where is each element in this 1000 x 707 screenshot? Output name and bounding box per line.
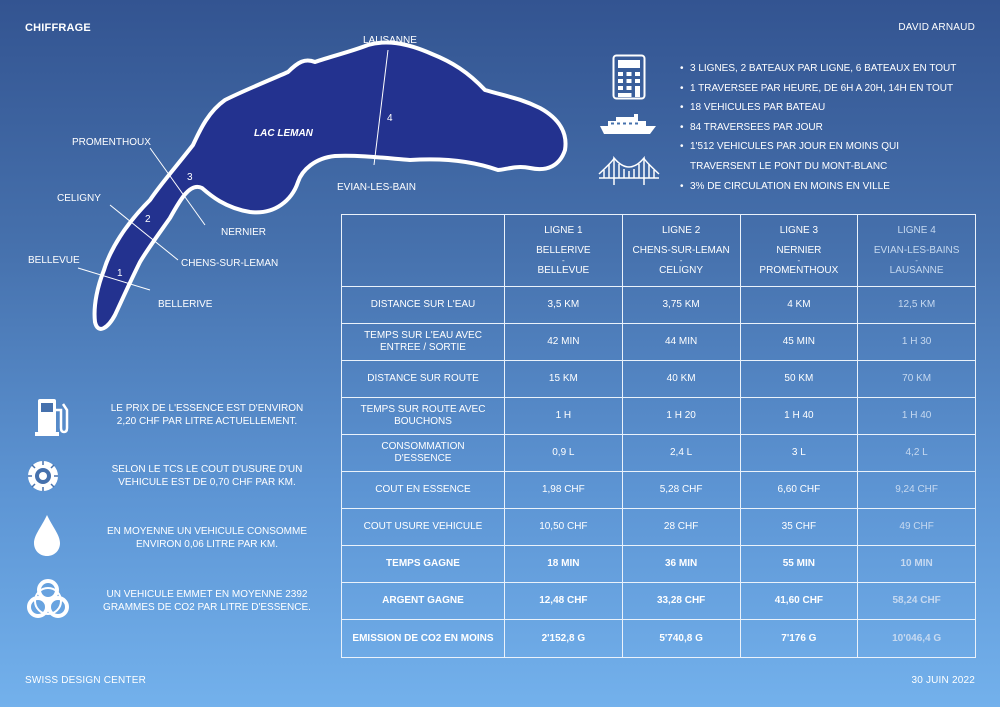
table-corner-cell [342, 215, 505, 287]
author-name: DAVID ARNAUD [898, 22, 975, 33]
column-to: LAUSANNE [889, 264, 944, 276]
side-note-text [92, 525, 322, 551]
table-row [342, 324, 976, 361]
table-cell: 10 MIN [858, 546, 976, 583]
place-chens: CHENS-SUR-LEMAN [181, 258, 279, 269]
column-from: CHENS-SUR-LEMAN [632, 244, 730, 256]
table-cell: 7'176 G [740, 620, 858, 658]
place-celigny: CELIGNY [57, 193, 101, 204]
table-cell: 1 H 20 [622, 398, 740, 435]
table-cell: 6,60 CHF [740, 472, 858, 509]
column-sep: - [679, 255, 683, 265]
table-cell: 5'740,8 G [622, 620, 740, 658]
row-label-line: TEMPS SUR L'EAU AVEC [364, 330, 482, 341]
column-from: EVIAN-LES-BAINS [873, 244, 960, 256]
column-name: LIGNE 1 [544, 224, 583, 236]
fuel-pump-icon [20, 396, 76, 446]
row-label: TEMPS GAGNE [342, 546, 505, 583]
drop-icon [20, 514, 76, 564]
table-cell: 3,75 KM [622, 287, 740, 324]
column-header [740, 215, 858, 287]
table-cell: 4 KM [740, 287, 858, 324]
lake-name: LAC LEMAN [254, 128, 313, 139]
column-name: LIGNE 3 [779, 224, 819, 236]
row-label: DISTANCE SUR ROUTE [342, 361, 505, 398]
row-label: COUT EN ESSENCE [342, 472, 505, 509]
table-cell: 33,28 CHF [622, 583, 740, 620]
page-title: CHIFFRAGE [25, 22, 91, 34]
table-cell: 28 CHF [622, 509, 740, 546]
table-cell: 40 KM [622, 361, 740, 398]
table-cell: 70 KM [858, 361, 976, 398]
place-promenthoux: PROMENTHOUX [72, 137, 151, 148]
table-cell: 42 MIN [505, 324, 623, 361]
row-label-line: D'ESSENCE [394, 453, 452, 464]
side-note-line: GRAMMES DE CO2 PAR LITRE D'ESSENCE. [103, 602, 311, 613]
table-row [342, 361, 976, 398]
place-evian: EVIAN-LES-BAIN [337, 182, 416, 193]
table-cell: 0,9 L [505, 435, 623, 472]
line-number-4: 4 [387, 113, 393, 124]
table-row [342, 620, 976, 658]
side-note-text [92, 463, 322, 489]
row-label [342, 324, 505, 361]
comparison-table [341, 214, 976, 658]
side-note-line: UN VEHICULE EMMET EN MOYENNE 2392 [106, 589, 308, 600]
column-header [858, 215, 976, 287]
line-number-2: 2 [145, 214, 151, 225]
table-cell: 1 H [505, 398, 623, 435]
table-cell: 2'152,8 G [505, 620, 623, 658]
side-note-line: 2,20 CHF PAR LITRE ACTUELLEMENT. [116, 416, 298, 427]
table-row [342, 583, 976, 620]
table-cell: 1 H 40 [740, 398, 858, 435]
row-label-line: CONSOMMATION [381, 441, 465, 452]
row-label-line: TEMPS SUR ROUTE AVEC [360, 404, 486, 415]
table-header-row [342, 215, 976, 287]
fact-item: • 3% DE CIRCULATION EN MOINS EN VILLE [680, 177, 980, 197]
column-sep: - [797, 255, 801, 265]
table-cell: 12,5 KM [858, 287, 976, 324]
table-cell: 4,2 L [858, 435, 976, 472]
row-label: EMISSION DE CO2 EN MOINS [342, 620, 505, 658]
side-note-line: EN MOYENNE UN VEHICULE CONSOMME [106, 526, 308, 537]
place-bellevue: BELLEVUE [28, 255, 80, 266]
side-note-line: LE PRIX DE L'ESSENCE EST D'ENVIRON [110, 403, 304, 414]
side-note-tire [20, 457, 320, 517]
place-nernier: NERNIER [221, 227, 267, 238]
calculator-icon [612, 54, 646, 100]
table-row [342, 472, 976, 509]
side-note-text [92, 588, 322, 614]
place-bellerive: BELLERIVE [158, 299, 213, 310]
footer-date: 30 JUIN 2022 [911, 675, 975, 686]
table-cell: 55 MIN [740, 546, 858, 583]
table-row [342, 435, 976, 472]
column-from: BELLERIVE [536, 244, 591, 256]
fact-item: • 84 TRAVERSEES PAR JOUR [680, 118, 980, 138]
table-cell: 58,24 CHF [858, 583, 976, 620]
side-note-line: VEHICULE EST DE 0,70 CHF PAR KM. [118, 477, 296, 488]
fact-item-continuation: TRAVERSENT LE PONT DU MONT-BLANC [690, 160, 888, 172]
biohazard-icon [20, 578, 76, 628]
side-note-line: ENVIRON 0,06 LITRE PAR KM. [135, 539, 279, 550]
table-cell: 44 MIN [622, 324, 740, 361]
row-label: DISTANCE SUR L'EAU [342, 287, 505, 324]
row-label-line: ENTREE / SORTIE [380, 342, 466, 353]
fact-item: • 18 VEHICULES PAR BATEAU [680, 98, 980, 118]
column-sep: - [915, 255, 918, 265]
row-label [342, 398, 505, 435]
column-from: NERNIER [776, 244, 822, 256]
table-cell: 5,28 CHF [622, 472, 740, 509]
tire-icon [20, 457, 76, 507]
fact-item: • 1'512 VEHICULES PAR JOUR EN MOINS QUI [680, 137, 980, 157]
table-cell: 35 CHF [740, 509, 858, 546]
table-cell: 36 MIN [622, 546, 740, 583]
column-to: PROMENTHOUX [759, 264, 839, 276]
column-name: LIGNE 4 [897, 224, 936, 236]
table-cell: 41,60 CHF [740, 583, 858, 620]
ship-icon [598, 114, 658, 136]
fact-item: • 3 LIGNES, 2 BATEAUX PAR LIGNE, 6 BATEAUX EN TOUT [680, 59, 980, 79]
row-label: ARGENT GAGNE [342, 583, 505, 620]
table-row [342, 398, 976, 435]
table-cell: 3 L [740, 435, 858, 472]
table-row [342, 509, 976, 546]
row-label: COUT USURE VEHICULE [342, 509, 505, 546]
row-label [342, 435, 505, 472]
table-row [342, 546, 976, 583]
facts-list [680, 59, 980, 196]
side-note-line: SELON LE TCS LE COUT D'USURE D'UN [111, 464, 303, 475]
table-cell: 1 H 30 [858, 324, 976, 361]
row-label-line: BOUCHONS [394, 416, 452, 427]
table-cell: 12,48 CHF [505, 583, 623, 620]
fact-item: • 1 TRAVERSEE PAR HEURE, DE 6H A 20H, 14H EN TOUT [680, 79, 980, 99]
table-cell: 1 H 40 [858, 398, 976, 435]
table-cell: 50 KM [740, 361, 858, 398]
column-to: CELIGNY [659, 264, 704, 276]
table-cell: 18 MIN [505, 546, 623, 583]
place-lausanne: LAUSANNE [363, 35, 417, 46]
column-sep: - [562, 255, 565, 265]
side-note-text [92, 402, 322, 428]
side-note-drop [20, 514, 320, 574]
column-header [622, 215, 740, 287]
column-header [505, 215, 623, 287]
table-cell: 49 CHF [858, 509, 976, 546]
side-note-co2 [20, 578, 320, 638]
table-cell: 1,98 CHF [505, 472, 623, 509]
table-cell: 9,24 CHF [858, 472, 976, 509]
footer-org: SWISS DESIGN CENTER [25, 675, 147, 686]
table-cell: 3,5 KM [505, 287, 623, 324]
table-cell: 2,4 L [622, 435, 740, 472]
line-number-1: 1 [117, 268, 123, 279]
table-cell: 45 MIN [740, 324, 858, 361]
column-name: LIGNE 2 [661, 224, 701, 236]
table-cell: 10,50 CHF [505, 509, 623, 546]
table-row [342, 287, 976, 324]
bridge-icon [598, 156, 660, 186]
line-number-3: 3 [187, 172, 193, 183]
column-to: BELLEVUE [537, 264, 590, 276]
table-cell: 10'046,4 G [858, 620, 976, 658]
table-cell: 15 KM [505, 361, 623, 398]
side-note-fuel [20, 396, 320, 456]
